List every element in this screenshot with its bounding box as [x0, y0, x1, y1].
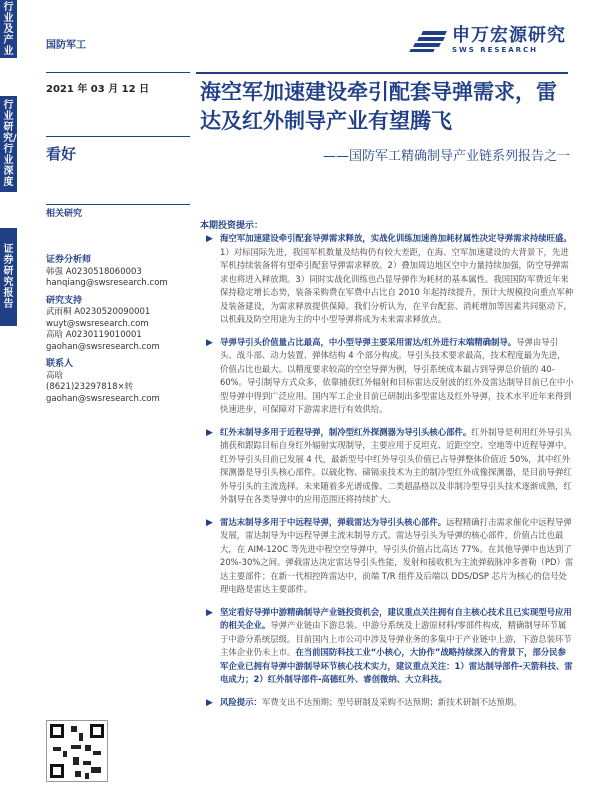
arrow-bullet-icon: ▶	[206, 427, 213, 438]
paragraph-lead: 红外末制导多用于近程导弹，制冷型红外探测器为导引头核心部件。	[220, 426, 472, 437]
contact-name: 高晗	[46, 370, 64, 381]
risk-body: 军费支出不达预期；型号研制及采购不达预期；新技术研制不达预期。	[261, 696, 522, 707]
analyst-label: 证券分析师	[46, 255, 92, 265]
divider	[46, 72, 190, 73]
rating: 看好	[46, 145, 77, 163]
support-email[interactable]: wuyt@swsresearch.com	[46, 318, 149, 329]
paragraph-lead: 导弹导引头价值量占比最高，中小型导弹主要采用雷达/红外进行末端精确制导。	[220, 336, 517, 347]
highlights-content	[200, 232, 574, 718]
highlight-paragraph	[200, 606, 574, 687]
support-name: 高晗 A0230119010001	[46, 330, 142, 340]
logo-chinese: 申万宏源研究	[452, 25, 566, 46]
risk-warning	[200, 696, 574, 710]
highlight-paragraph	[200, 232, 574, 327]
contact-label: 联系人	[46, 359, 74, 369]
support-email[interactable]: gaohan@swsresearch.com	[46, 341, 160, 352]
paragraph-body: 红外制导是利用红外导引头捕获和跟踪目标自身红外辐射实现制导，主要应用于反坦克、近距空空、空地等中近程导弹中。红外导引头目前已发展 4 代，最新型号中红外导引头价值已占导弹整体价值近 50%，其中红外探测器是导引头核心部件。以硫化物、碲镉汞技术为主的制冷型红外成像探测器，是目前导弹红外导引头的主流选择。未来随着多光谱成像、二类超晶格以及非制冷型导引头技术逐渐成熟，红外制导在各类导弹中的应用范围还将持续扩大。	[220, 426, 572, 504]
sws-logo	[408, 26, 566, 55]
side-tag-research-report: 证券研究报告	[0, 228, 17, 326]
side-tag-report-type: 行业研究/行业深度	[0, 96, 17, 192]
arrow-bullet-icon: ▶	[206, 517, 213, 528]
related-research	[46, 209, 194, 221]
related-research-label: 相关研究	[46, 209, 83, 219]
highlight-paragraph	[200, 336, 574, 417]
paragraph-lead: 雷达末制导多用于中远程导弹，弹载雷达为导引头核心部件。	[220, 516, 447, 527]
support-name: 武雨桐 A0230520090001	[46, 307, 151, 317]
paragraph-body: 1）对标国际先进，我国军机数量及结构仍有较大差距，在海、空军加速建设的大背景下，先进军机持续装备将有望牵引配套导弹需求释放。2）叠加周边地区空中力量持续加强，防空导弹需求也将进入释放期。3）同时实战化训练也凸显导弹作为耗材的基本属性。我国国防军费近年来保持稳定增长态势，装备采购费在军费中占比自 2010 年起持续提升，预计大规模投向重点军种及装备建设，为需求释放提供保障。我们分析认为，在平台配套、消耗增加等因素共同驱动下，以机载及防空用途为主的中小型导弹将成为未来需求释放点。	[220, 246, 574, 324]
logo-english: SWS RESEARCH	[452, 46, 539, 54]
arrow-bullet-icon: ▶	[206, 337, 213, 348]
report-title: 海空军加速建设牵引配套导弹需求，雷达及红外制导产业有望腾飞	[200, 80, 557, 133]
risk-label: 风险提示：	[220, 696, 262, 707]
analyst-info	[46, 252, 194, 405]
paragraph-emphasis: 在当前国防科技工业“小核心，大协作”战略持续深入的背景下，部分民参军企业已拥有导弹中游制导环节核心技术实力，建议重点关注：1）雷达制导部件-天箭科技、雷电成力；2）红外制导部件-高德红外、睿创微纳、大立科技。	[220, 647, 573, 684]
analyst-email[interactable]: hanqiang@swsresearch.com	[46, 278, 168, 288]
divider	[46, 136, 190, 137]
analyst-name: 韩强 A0230518060003	[46, 266, 142, 277]
paragraph-body: 导弹产业链由下游总装、中游分系统及上游原材料/零部件构成，精确制导环节属于中游分系统层级。目前国内上市公司中涉及导弹业务的多集中于产业链中上游，下游总装环节主体企业仍未上市。	[220, 620, 572, 657]
report-date: 2021 年 03 月 12 日	[46, 84, 150, 95]
arrow-bullet-icon: ▶	[206, 697, 213, 708]
arrow-bullet-icon: ▶	[206, 234, 213, 244]
divider	[46, 204, 190, 205]
highlight-paragraph	[200, 426, 574, 507]
highlight-paragraph	[200, 516, 574, 597]
report-subtitle: ——国防军工精确制导产业链系列报告之一	[322, 149, 570, 164]
paragraph-body: 远程精确打击需求催化中远程导弹发展，雷达制导为中远程导弹主流末制导方式。雷达导引头为导弹的核心部件，价值占比也最大，在 AIM-120C 等先进中程空空导弹中，导引头价值占比高达 77%。在其他导弹中也达到了 20%-30%之间。弹载雷达决定雷达导引头性能，发射和接收机为主流弹载脉冲多普勒（PD）雷达主要部件；在新一代相控阵雷达中，前端 T/R 组件及后端以 DDS/DSP 芯片为核心的信号处理电路是雷达主要部件。	[220, 516, 574, 594]
highlights-heading: 本期投资提示：	[200, 221, 264, 231]
arrow-bullet-icon: ▶	[206, 607, 213, 618]
paragraph-lead: 海空军加速建设牵引配套导弹需求释放，实战化训练加速兽加耗材属性决定导弹需求持续旺盛。	[220, 233, 572, 243]
contact-email[interactable]: gaohan@swsresearch.com	[46, 393, 160, 404]
qr-code	[46, 720, 108, 782]
side-tag-industry: 行业及产业	[0, 0, 17, 58]
support-label: 研究支持	[46, 295, 83, 306]
paragraph-body: 导弹由导引头、战斗部、动力装置、弹体结构 4 个部分构成。导引头技术要求最高，技术程度最为先进，价值占比也最大。以精度要求较高的空空导弹为例，导引系统成本最占到导弹总价值的 40-60%。导引制导方式众多，依靠捕获红外辐射和目标雷达反射波的红外及雷达制导目前已在中小型导弹中得到广泛应用。国内军工企业目前已研制出多型雷达及红外导弹，技术水平近年来得到快速进步，可保障对下游需求进行有效供给。	[220, 336, 574, 414]
title-rule	[196, 72, 568, 74]
industry-name: 国防军工	[46, 40, 86, 51]
sws-logo-icon	[408, 30, 448, 52]
contact-phone: (8621)23297818×转	[46, 382, 134, 392]
paragraph-lead: 坚定看好导弹中游精确制导产业链投资机会，建议重点关注拥有自主核心技术且已实现型号应用的相关企业。	[220, 606, 572, 630]
